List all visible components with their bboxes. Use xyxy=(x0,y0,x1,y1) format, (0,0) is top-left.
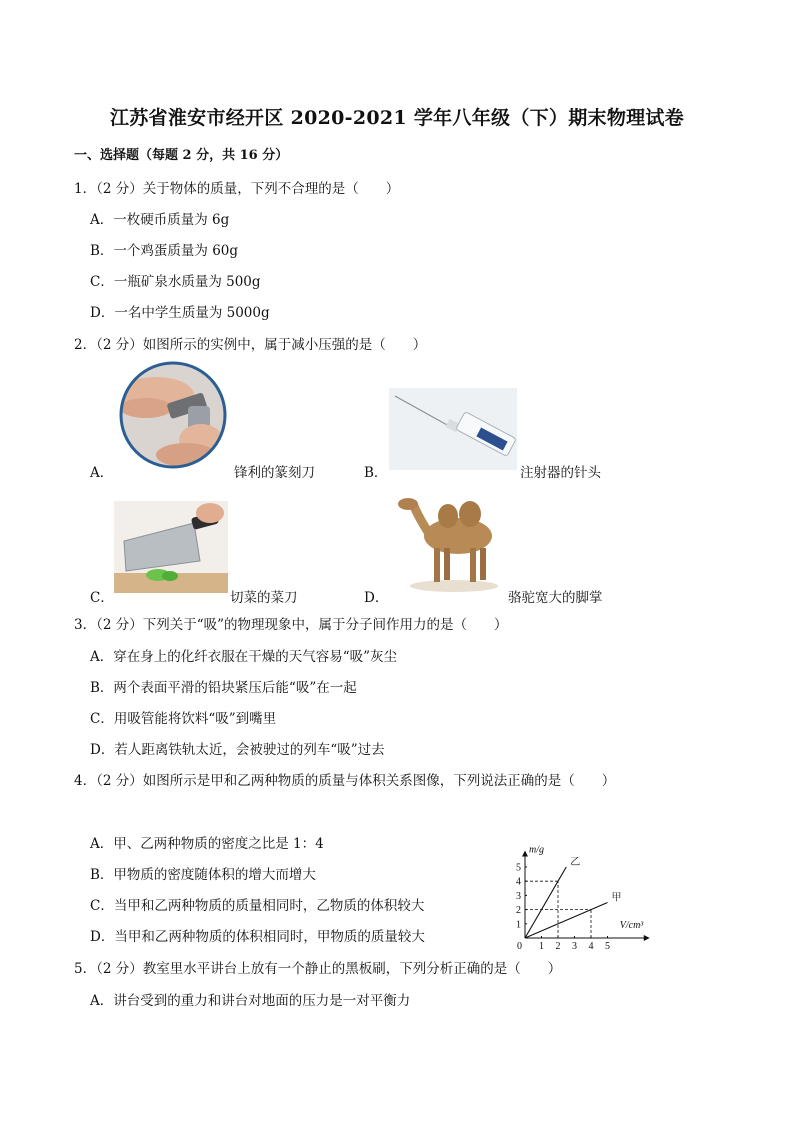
question-3-option-d: D．若人距离铁轨太近，会被驶过的列车“吸”过去 xyxy=(90,742,385,758)
question-1-option-a: A．一枚硬币质量为 6g xyxy=(90,212,230,228)
mass-volume-graph xyxy=(498,830,666,958)
option-c-caption: 切菜的菜刀 xyxy=(230,590,298,606)
y-tick-label: 4 xyxy=(516,876,521,888)
x-tick-label: 5 xyxy=(605,941,610,952)
question-4-stem: 4．（2 分）如图所示是甲和乙两种物质的质量与体积关系图像，下列说法正确的是（ ） xyxy=(74,773,616,789)
x-tick-label: 4 xyxy=(588,941,594,952)
y-tick-label: 3 xyxy=(516,890,521,902)
question-4-option-d: D．当甲和乙两种物质的体积相同时，甲物质的质量较大 xyxy=(90,929,425,945)
question-1-option-d: D．一名中学生质量为 5000g xyxy=(90,305,270,321)
option-a-letter: A． xyxy=(90,465,114,481)
series-label: 甲 xyxy=(611,892,622,904)
option-b-letter: B． xyxy=(364,465,388,481)
series-label: 乙 xyxy=(570,857,581,868)
question-3-option-a: A．穿在身上的化纤衣服在干燥的天气容易“吸”灰尘 xyxy=(90,649,398,665)
engraving-knife-image xyxy=(116,360,231,470)
y-axis-label: m/g xyxy=(529,844,544,856)
y-axis-arrow xyxy=(522,850,528,856)
question-1-option-b: B．一个鸡蛋质量为 60g xyxy=(90,243,239,259)
x-tick-label: 3 xyxy=(572,941,577,952)
question-4-option-b: B．甲物质的密度随体积的增大而增大 xyxy=(90,867,316,883)
series-line-甲 xyxy=(525,903,608,939)
y-tick-label: 2 xyxy=(516,905,521,917)
question-4-option-a: A．甲、乙两种物质的密度之比是 1：4 xyxy=(90,836,324,852)
series-line-乙 xyxy=(525,867,566,938)
syringe-image xyxy=(389,388,517,470)
question-2-stem: 2．（2 分）如图所示的实例中，属于减小压强的是（ ） xyxy=(74,337,427,353)
question-3-option-b: B．两个表面平滑的铅块紧压后能“吸”在一起 xyxy=(90,680,357,696)
y-tick-label: 5 xyxy=(516,862,521,874)
question-1-stem: 1．（2 分）关于物体的质量，下列不合理的是（ ） xyxy=(74,181,400,197)
x-tick-label: 1 xyxy=(539,941,544,952)
question-3-option-c: C．用吸管能将饮料“吸”到嘴里 xyxy=(90,711,277,727)
question-4-option-c: C．当甲和乙两种物质的质量相同时，乙物质的体积较大 xyxy=(90,898,425,914)
x-axis-arrow xyxy=(644,935,650,941)
question-3-stem: 3．（2 分）下列关于“吸”的物理现象中，属于分子间作用力的是（ ） xyxy=(74,617,508,633)
question-1-option-c: C．一瓶矿泉水质量为 500g xyxy=(90,274,261,290)
option-d-letter: D． xyxy=(364,590,389,606)
x-axis-label: V/cm³ xyxy=(619,920,644,931)
y-tick-label: 1 xyxy=(516,919,521,931)
option-b-caption: 注射器的针头 xyxy=(520,465,601,481)
option-c-letter: C． xyxy=(90,590,114,606)
question-5-option-a: A．讲台受到的重力和讲台对地面的压力是一对平衡力 xyxy=(90,993,411,1009)
question-5-stem: 5．（2 分）教室里水平讲台上放有一个静止的黑板刷，下列分析正确的是（ ） xyxy=(74,961,562,977)
section-heading: 一、选择题（每题 2 分，共 16 分） xyxy=(74,148,289,163)
origin-label: 0 xyxy=(517,941,522,952)
x-tick-label: 2 xyxy=(555,941,561,952)
option-a-caption: 锋利的篆刻刀 xyxy=(234,465,315,481)
page-title: 江苏省淮安市经开区 2020-2021 学年八年级（下）期末物理试卷 xyxy=(109,107,685,129)
option-d-caption: 骆驼宽大的脚掌 xyxy=(508,590,603,606)
camel-image xyxy=(396,486,506,594)
kitchen-knife-image xyxy=(114,501,228,593)
